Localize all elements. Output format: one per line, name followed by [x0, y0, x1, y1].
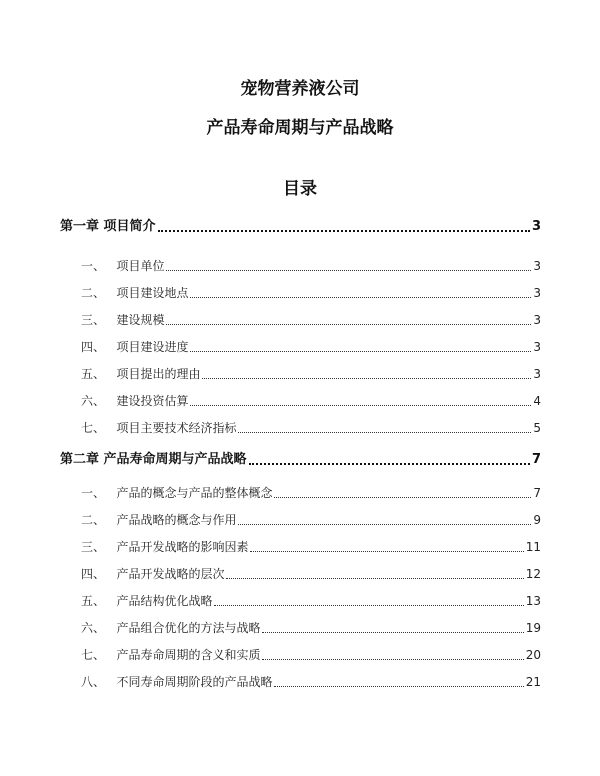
- toc-chapter-1[interactable]: [60, 219, 541, 235]
- toc-entry-number: 二、: [81, 286, 106, 300]
- toc-entry-number: 七、: [81, 421, 106, 435]
- toc-page-number: 21: [525, 675, 541, 689]
- toc-leader: [166, 324, 531, 325]
- toc-entry[interactable]: [81, 420, 541, 436]
- toc-chapter-label: 项目简介: [103, 219, 156, 234]
- toc-page-number: 3: [533, 340, 541, 354]
- toc-leader: [238, 432, 531, 433]
- toc-entry[interactable]: [81, 647, 541, 663]
- toc-page-number: 3: [533, 367, 541, 381]
- toc-page-number: 11: [525, 540, 541, 554]
- report-title: 产品寿命周期与产品战略: [206, 118, 394, 138]
- toc-leader: [238, 524, 531, 525]
- toc-entry[interactable]: [81, 366, 541, 382]
- toc-entry-number: 五、: [81, 594, 106, 608]
- toc-entry-number: 二、: [81, 513, 106, 527]
- toc-page-number: 13: [525, 594, 541, 608]
- toc-chapter-number: 第二章: [60, 452, 100, 467]
- toc-entry[interactable]: [81, 539, 541, 555]
- toc-entry[interactable]: [81, 393, 541, 409]
- toc-chapter-2[interactable]: [60, 452, 541, 468]
- toc-entry-label: 建设规模: [116, 313, 165, 327]
- toc-page-number: 4: [533, 394, 541, 408]
- toc-entry-label: 项目提出的理由: [116, 367, 201, 381]
- toc-chapter-label: 产品寿命周期与产品战略: [103, 452, 247, 467]
- toc-entry-number: 八、: [81, 675, 106, 689]
- toc-entry-label: 产品结构优化战略: [116, 594, 213, 608]
- toc-page-number: 3: [531, 219, 541, 234]
- toc-page-number: 12: [525, 567, 541, 581]
- toc-entry[interactable]: [81, 512, 541, 528]
- toc-entry[interactable]: [81, 258, 541, 274]
- toc-entry-number: 一、: [81, 259, 106, 273]
- toc-leader: [250, 551, 523, 552]
- toc-entry-label: 项目单位: [116, 259, 165, 273]
- toc-leader: [190, 405, 531, 406]
- toc-entry-label: 建设投资估算: [116, 394, 189, 408]
- toc-entry[interactable]: [81, 674, 541, 690]
- toc-chapter-number: 第一章: [60, 219, 100, 234]
- toc-entry-label: 产品开发战略的层次: [116, 567, 225, 581]
- toc-entry[interactable]: [81, 620, 541, 636]
- toc-leader: [274, 686, 523, 687]
- toc-heading: 目录: [283, 179, 317, 199]
- toc-page-number: 7: [531, 452, 541, 467]
- toc-leader: [262, 659, 523, 660]
- toc-entry-number: 六、: [81, 394, 106, 408]
- toc-leader: [158, 230, 530, 232]
- toc-entry-label: 产品组合优化的方法与战略: [116, 621, 261, 635]
- toc-entry[interactable]: [81, 285, 541, 301]
- toc-leader: [190, 351, 531, 352]
- toc-entry-number: 七、: [81, 648, 106, 662]
- toc-page-number: 7: [533, 486, 541, 500]
- toc-page-number: 3: [533, 259, 541, 273]
- toc-leader: [190, 297, 531, 298]
- toc-entry-number: 三、: [81, 540, 106, 554]
- toc-page-number: 20: [525, 648, 541, 662]
- toc-entry-label: 产品的概念与产品的整体概念: [116, 486, 273, 500]
- toc-entry[interactable]: [81, 485, 541, 501]
- toc-entry-number: 五、: [81, 367, 106, 381]
- toc-entry[interactable]: [81, 339, 541, 355]
- toc-entry-label: 产品开发战略的影响因素: [116, 540, 249, 554]
- toc-entry-number: 三、: [81, 313, 106, 327]
- toc-entry-label: 项目主要技术经济指标: [116, 421, 237, 435]
- toc-leader: [226, 578, 523, 579]
- toc-page-number: 3: [533, 313, 541, 327]
- toc-page-number: 3: [533, 286, 541, 300]
- toc-entry-label: 项目建设进度: [116, 340, 189, 354]
- toc-entry[interactable]: [81, 593, 541, 609]
- toc-leader: [262, 632, 523, 633]
- toc-leader: [249, 463, 530, 465]
- toc-leader: [274, 497, 531, 498]
- toc-entry-number: 四、: [81, 340, 106, 354]
- toc-leader: [166, 270, 531, 271]
- toc-entry[interactable]: [81, 566, 541, 582]
- toc-leader: [214, 605, 523, 606]
- toc-entry-number: 六、: [81, 621, 106, 635]
- toc-entry-label: 不同寿命周期阶段的产品战略: [116, 675, 273, 689]
- toc-page-number: 19: [525, 621, 541, 635]
- toc-page-number: 9: [533, 513, 541, 527]
- company-title: 宠物营养液公司: [240, 79, 360, 99]
- toc-entry-label: 项目建设地点: [116, 286, 189, 300]
- toc-entry[interactable]: [81, 312, 541, 328]
- toc-leader: [202, 378, 531, 379]
- toc-entry-label: 产品战略的概念与作用: [116, 513, 237, 527]
- toc-entry-label: 产品寿命周期的含义和实质: [116, 648, 261, 662]
- toc-page-number: 5: [533, 421, 541, 435]
- toc-entry-number: 一、: [81, 486, 106, 500]
- toc-entry-number: 四、: [81, 567, 106, 581]
